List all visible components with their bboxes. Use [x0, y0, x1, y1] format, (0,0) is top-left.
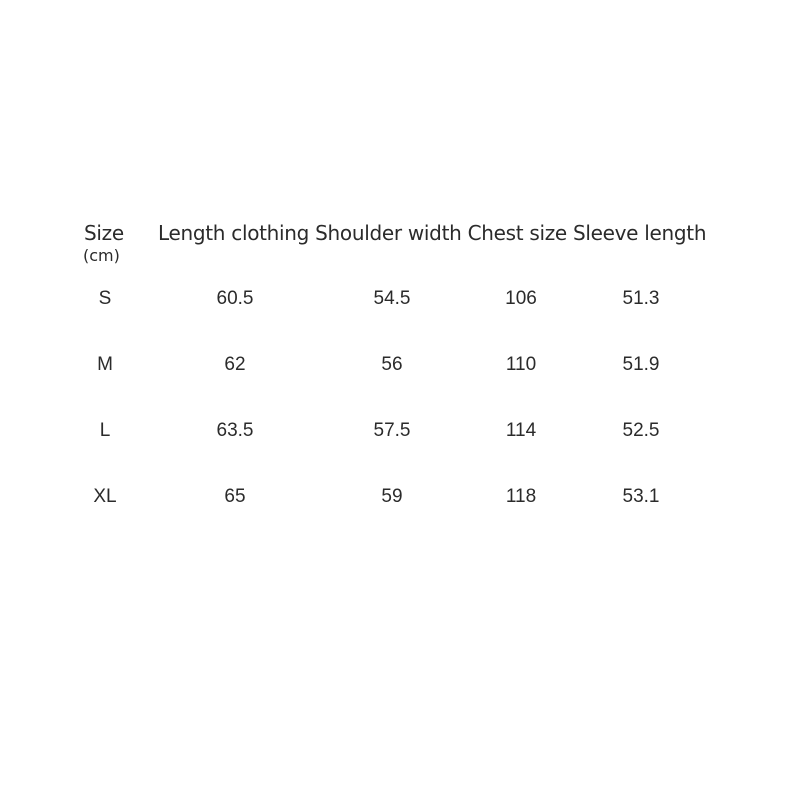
table-row: [0, 420, 790, 450]
size-cell: XL: [93, 486, 117, 507]
length-cell: 60.5: [216, 288, 254, 309]
sleeve-cell: 51.9: [622, 354, 660, 375]
sleeve-cell: 51.3: [622, 288, 660, 309]
shoulder-cell: 59: [381, 486, 403, 507]
chest-cell: 110: [505, 354, 537, 375]
length-cell: 63.5: [216, 420, 254, 441]
header-columns: [158, 221, 706, 245]
chest-cell: 114: [505, 420, 537, 441]
table-row: [0, 486, 790, 516]
header-chest-size: Chest size: [467, 221, 567, 245]
size-cell: S: [98, 288, 112, 309]
sleeve-cell: 52.5: [622, 420, 660, 441]
table-row: [0, 288, 790, 318]
size-cell: L: [99, 420, 111, 441]
table-row: [0, 354, 790, 384]
size-cell: M: [97, 354, 113, 375]
header-size: Size: [84, 221, 124, 245]
shoulder-cell: 57.5: [373, 420, 411, 441]
shoulder-cell: 54.5: [373, 288, 411, 309]
length-cell: 65: [224, 486, 246, 507]
header-length-clothing: Length clothing: [158, 221, 310, 245]
sleeve-cell: 53.1: [622, 486, 660, 507]
length-cell: 62: [224, 354, 246, 375]
header-sleeve-length: Sleeve length: [572, 221, 707, 245]
chest-cell: 106: [505, 288, 537, 309]
chest-cell: 118: [505, 486, 537, 507]
header-unit: (cm): [83, 246, 120, 265]
header-shoulder-width: Shoulder width: [315, 221, 462, 245]
shoulder-cell: 56: [381, 354, 403, 375]
